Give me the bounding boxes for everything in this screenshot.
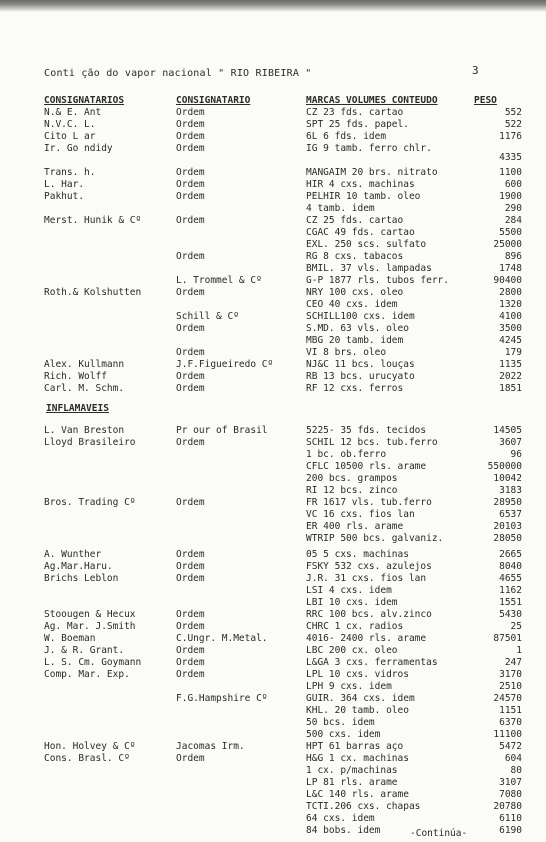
cargo-cell: LPL 10 cxs. vidros bbox=[306, 669, 409, 680]
consignee-cell: L. Har. bbox=[44, 179, 85, 190]
header-marcas: MARCAS VOLUMES CONTEUDO bbox=[306, 95, 438, 106]
cargo-cell: H&G 1 cx. machinas bbox=[306, 753, 409, 764]
manifest-row bbox=[0, 633, 546, 645]
consignee-cell: N.V.C. L. bbox=[44, 119, 96, 130]
manifest-row bbox=[0, 383, 546, 395]
manifest-row bbox=[0, 203, 546, 215]
manifest-row bbox=[0, 485, 546, 497]
manifest-row bbox=[0, 371, 546, 383]
cargo-cell: CGAC 49 fds. cartao bbox=[306, 227, 415, 238]
consignatario-cell: Ordem bbox=[176, 347, 205, 358]
consignee-cell: W. Boeman bbox=[44, 633, 96, 644]
weight-cell: 1851 bbox=[499, 383, 522, 394]
manifest-row bbox=[0, 597, 546, 609]
cargo-cell: TCTI.206 cxs. chapas bbox=[306, 801, 421, 812]
consignatario-cell: Pr our of Brasil bbox=[176, 425, 268, 436]
cargo-cell: ER 400 rls. arame bbox=[306, 521, 404, 532]
section-title: INFLAMAVEIS bbox=[46, 403, 109, 414]
cargo-cell: LSI 4 cxs. idem bbox=[306, 585, 392, 596]
cargo-cell: CEO 40 cxs. idem bbox=[306, 299, 398, 310]
manifest-row bbox=[0, 585, 546, 597]
consignee-cell: L. Van Breston bbox=[44, 425, 125, 436]
weight-cell: 3500 bbox=[499, 323, 522, 334]
manifest-row bbox=[0, 801, 546, 813]
manifest-row bbox=[0, 359, 546, 371]
consignatario-cell: Ordem bbox=[176, 215, 205, 226]
weight-cell: 5500 bbox=[499, 227, 522, 238]
consignee-cell: Roth.& Kolshutten bbox=[44, 287, 142, 298]
cargo-cell: IG 9 tamb. ferro chlr. bbox=[306, 143, 432, 154]
weight-cell: 1100 bbox=[499, 167, 522, 178]
cargo-cell: NJ&C 11 bcs. louças bbox=[306, 359, 415, 370]
cargo-cell: BMIL. 37 vls. lampadas bbox=[306, 263, 432, 274]
manifest-row bbox=[0, 621, 546, 633]
manifest-row bbox=[0, 347, 546, 359]
weight-cell: 284 bbox=[504, 215, 522, 226]
cargo-cell: 5225- 35 fds. tecidos bbox=[306, 425, 427, 436]
cargo-cell: LP 81 rls. arame bbox=[306, 777, 398, 788]
consignatario-cell: C.Ungr. M.Metal. bbox=[176, 633, 268, 644]
cargo-cell: CZ 25 fds. cartao bbox=[306, 215, 404, 226]
consignatario-cell: Ordem bbox=[176, 753, 205, 764]
continues-note: -Continúa- bbox=[410, 828, 468, 839]
consignee-cell: Merst. Hunik & Cº bbox=[44, 215, 142, 226]
cargo-cell: FSKY 532 cxs. azulejos bbox=[306, 561, 432, 572]
consignee-cell: Ir. Go ndidy bbox=[44, 143, 113, 154]
manifest-row bbox=[0, 119, 546, 131]
weight-cell: 25 bbox=[510, 621, 522, 632]
cargo-cell: 6L 6 fds. idem bbox=[306, 131, 387, 142]
cargo-cell: S.MD. 63 vls. oleo bbox=[306, 323, 409, 334]
weight-cell: 3607 bbox=[499, 437, 522, 448]
cargo-cell: LPH 9 cxs. idem bbox=[306, 681, 392, 692]
consignatario-cell: Ordem bbox=[176, 549, 205, 560]
cargo-cell: 200 bcs. grampos bbox=[306, 473, 398, 484]
manifest-row bbox=[0, 311, 546, 323]
weight-cell: 3183 bbox=[499, 485, 522, 496]
weight-cell: 600 bbox=[504, 179, 522, 190]
cargo-cell: 1 cx. p/machinas bbox=[306, 765, 398, 776]
manifest-row bbox=[0, 143, 546, 155]
consignee-cell: Comp. Mar. Exp. bbox=[44, 669, 130, 680]
manifest-row bbox=[0, 227, 546, 239]
consignatario-cell: Ordem bbox=[176, 131, 205, 142]
consignatario-cell: Ordem bbox=[176, 645, 205, 656]
manifest-row bbox=[0, 299, 546, 311]
manifest-row bbox=[0, 263, 546, 275]
consignee-cell: Carl. M. Schm. bbox=[44, 383, 125, 394]
weight-cell: 2510 bbox=[499, 681, 522, 692]
manifest-row bbox=[0, 645, 546, 657]
manifest-row bbox=[0, 777, 546, 789]
manifest-row bbox=[0, 215, 546, 227]
weight-cell: 8040 bbox=[499, 561, 522, 572]
manifest-row bbox=[0, 741, 546, 753]
cargo-cell: 4 tamb. idem bbox=[306, 203, 375, 214]
consignee-cell: Cons. Brasl. Cº bbox=[44, 753, 130, 764]
cargo-cell: RF 12 cxs. ferros bbox=[306, 383, 404, 394]
manifest-row bbox=[0, 437, 546, 449]
cargo-cell: MANGAIM 20 brs. nitrato bbox=[306, 167, 438, 178]
manifest-row bbox=[0, 705, 546, 717]
weight-cell: 1135 bbox=[499, 359, 522, 370]
cargo-cell: SPT 25 fds. papel. bbox=[306, 119, 409, 130]
manifest-row bbox=[0, 425, 546, 437]
weight-cell: 20103 bbox=[493, 521, 522, 532]
weight-cell: 80 bbox=[510, 765, 522, 776]
weight-cell: 5472 bbox=[499, 741, 522, 752]
cargo-cell: RI 12 bcs. zinco bbox=[306, 485, 398, 496]
cargo-cell: RRC 100 bcs. alv.zinco bbox=[306, 609, 432, 620]
cargo-cell: 50 bcs. idem bbox=[306, 717, 375, 728]
consignatario-cell: Ordem bbox=[176, 143, 205, 154]
consignee-cell: Pakhut. bbox=[44, 191, 85, 202]
consignee-cell: Bros. Trading Cº bbox=[44, 497, 136, 508]
consignatario-cell: Ordem bbox=[176, 609, 205, 620]
manifest-row bbox=[0, 521, 546, 533]
weight-cell: 90400 bbox=[493, 275, 522, 286]
manifest-row bbox=[0, 669, 546, 681]
manifest-row bbox=[0, 561, 546, 573]
consignatario-cell: F.G.Hampshire Cº bbox=[176, 693, 268, 704]
cargo-cell: KHL. 20 tamb. oleo bbox=[306, 705, 409, 716]
weight-cell: 25000 bbox=[493, 239, 522, 250]
consignatario-cell: Ordem bbox=[176, 107, 205, 118]
manifest-row bbox=[0, 609, 546, 621]
cargo-cell: SCHILL100 cxs. idem bbox=[306, 311, 415, 322]
weight-cell: 5430 bbox=[499, 609, 522, 620]
weight-cell: 1176 bbox=[499, 131, 522, 142]
header-consignee: CONSIGNATARIOS bbox=[44, 95, 125, 106]
weight-cell: 1 bbox=[516, 645, 522, 656]
consignee-cell: Lloyd Brasileiro bbox=[44, 437, 136, 448]
weight-cell: 14505 bbox=[493, 425, 522, 436]
consignatario-cell: Ordem bbox=[176, 497, 205, 508]
scan-edge-shadow bbox=[0, 0, 546, 12]
manifest-row bbox=[0, 765, 546, 777]
weight-cell: 2022 bbox=[499, 371, 522, 382]
consignatario-cell: Ordem bbox=[176, 179, 205, 190]
header-peso: PESO bbox=[474, 95, 497, 106]
manifest-row bbox=[0, 251, 546, 263]
cargo-cell: L&GA 3 cxs. ferramentas bbox=[306, 657, 438, 668]
consignatario-cell: Ordem bbox=[176, 119, 205, 130]
cargo-cell: 4016- 2400 rls. arame bbox=[306, 633, 427, 644]
cargo-cell: 05 5 cxs. machinas bbox=[306, 549, 409, 560]
cargo-cell: RB 13 bcs. urucyato bbox=[306, 371, 415, 382]
cargo-cell: 500 cxs. idem bbox=[306, 729, 381, 740]
manifest-row bbox=[0, 473, 546, 485]
weight-cell: 87501 bbox=[493, 633, 522, 644]
weight-cell: 1151 bbox=[499, 705, 522, 716]
cargo-cell: LBC 200 cx. oleo bbox=[306, 645, 398, 656]
page-title: Conti ção do vapor nacional " RIO RIBEIRA " bbox=[44, 68, 312, 79]
cargo-cell: HPT 61 barras aço bbox=[306, 741, 404, 752]
consignee-cell: Stoougen & Hecux bbox=[44, 609, 136, 620]
cargo-cell: L&C 140 rls. arame bbox=[306, 789, 409, 800]
weight-cell: 896 bbox=[504, 251, 522, 262]
manifest-row bbox=[0, 753, 546, 765]
consignee-cell: Cito L ar bbox=[44, 131, 96, 142]
weight-cell: 28950 bbox=[493, 497, 522, 508]
cargo-cell: 84 bobs. idem bbox=[306, 825, 381, 836]
cargo-cell: LBI 10 cxs. idem bbox=[306, 597, 398, 608]
cargo-cell: HIR 4 cxs. machinas bbox=[306, 179, 415, 190]
header-consignatario: CONSIGNATARIO bbox=[176, 95, 251, 106]
weight-cell: 24570 bbox=[493, 693, 522, 704]
cargo-cell: NRY 100 cxs. oleo bbox=[306, 287, 404, 298]
manifest-row bbox=[0, 323, 546, 335]
cargo-cell: G-P 1877 rls. tubos ferr. bbox=[306, 275, 449, 286]
cargo-cell: GUIR. 364 cxs. idem bbox=[306, 693, 415, 704]
consignatario-cell: Ordem bbox=[176, 323, 205, 334]
consignatario-cell: Ordem bbox=[176, 167, 205, 178]
weight-cell: 3170 bbox=[499, 669, 522, 680]
cargo-cell: SCHIL 12 bcs. tub.ferro bbox=[306, 437, 438, 448]
weight-cell: 4100 bbox=[499, 311, 522, 322]
weight-cell: 4245 bbox=[499, 335, 522, 346]
cargo-cell: PELHIR 10 tamb. oleo bbox=[306, 191, 421, 202]
manifest-row bbox=[0, 191, 546, 203]
manifest-row bbox=[0, 549, 546, 561]
manifest-row bbox=[0, 497, 546, 509]
weight-cell: 96 bbox=[510, 449, 522, 460]
weight-cell: 28050 bbox=[493, 533, 522, 544]
manifest-row bbox=[0, 813, 546, 825]
manifest-row bbox=[0, 461, 546, 473]
weight-cell: 552 bbox=[504, 107, 522, 118]
consignee-cell: Hon. Holvey & Cº bbox=[44, 741, 136, 752]
consignee-cell: Ag.Mar.Haru. bbox=[44, 561, 113, 572]
cargo-cell: CHRC 1 cx. radios bbox=[306, 621, 404, 632]
manifest-row bbox=[0, 131, 546, 143]
weight-cell: 1320 bbox=[499, 299, 522, 310]
manifest-row bbox=[0, 239, 546, 251]
weight-cell: 10042 bbox=[493, 473, 522, 484]
cargo-cell: RG 8 cxs. tabacos bbox=[306, 251, 404, 262]
weight-cell: 7080 bbox=[499, 789, 522, 800]
cargo-cell: 64 cxs. idem bbox=[306, 813, 375, 824]
manifest-row bbox=[0, 717, 546, 729]
weight-cell: 522 bbox=[504, 119, 522, 130]
consignatario-cell: Ordem bbox=[176, 561, 205, 572]
cargo-cell: FR 1617 vls. tub.ferro bbox=[306, 497, 432, 508]
cargo-cell: WTRIP 500 bcs. galvaniz. bbox=[306, 533, 444, 544]
weight-cell: 1162 bbox=[499, 585, 522, 596]
manifest-row bbox=[0, 449, 546, 461]
manifest-row bbox=[0, 657, 546, 669]
weight-cell: 6537 bbox=[499, 509, 522, 520]
cargo-cell: VI 8 brs. oleo bbox=[306, 347, 387, 358]
weight-cell: 20780 bbox=[493, 801, 522, 812]
consignatario-cell: L. Trommel & Cº bbox=[176, 275, 262, 286]
manifest-row bbox=[0, 287, 546, 299]
consignatario-cell: Jacomas Irm. bbox=[176, 741, 245, 752]
manifest-row bbox=[0, 509, 546, 521]
consignee-cell: Rich. Wolff bbox=[44, 371, 107, 382]
consignatario-cell: Ordem bbox=[176, 669, 205, 680]
cargo-cell: EXL. 250 scs. sulfato bbox=[306, 239, 427, 250]
consignatario-cell: Ordem bbox=[176, 621, 205, 632]
consignatario-cell: Ordem bbox=[176, 657, 205, 668]
consignee-cell: A. Wunther bbox=[44, 549, 102, 560]
consignatario-cell: Ordem bbox=[176, 251, 205, 262]
cargo-cell: MBG 20 tamb. idem bbox=[306, 335, 404, 346]
consignatario-cell: Ordem bbox=[176, 191, 205, 202]
page-number: 3 bbox=[472, 64, 479, 77]
consignee-cell: N.& E. Ant bbox=[44, 107, 102, 118]
weight-cell: 6370 bbox=[499, 717, 522, 728]
subtotal-value: 4335 bbox=[499, 152, 522, 163]
consignee-cell: Alex. Kullmann bbox=[44, 359, 125, 370]
weight-cell: 4655 bbox=[499, 573, 522, 584]
manifest-row bbox=[0, 729, 546, 741]
manifest-row bbox=[0, 275, 546, 287]
consignatario-cell: Ordem bbox=[176, 573, 205, 584]
manifest-row bbox=[0, 335, 546, 347]
consignee-cell: J. & R. Grant. bbox=[44, 645, 125, 656]
consignatario-cell: Ordem bbox=[176, 287, 205, 298]
manifest-row bbox=[0, 107, 546, 119]
weight-cell: 2800 bbox=[499, 287, 522, 298]
consignee-cell: Brichs Leblon bbox=[44, 573, 119, 584]
manifest-row bbox=[0, 573, 546, 585]
manifest-row bbox=[0, 533, 546, 545]
cargo-cell: CFLC 10500 rls. arame bbox=[306, 461, 427, 472]
weight-cell: 550000 bbox=[487, 461, 522, 472]
consignatario-cell: Ordem bbox=[176, 383, 205, 394]
weight-cell: 604 bbox=[504, 753, 522, 764]
weight-cell: 2665 bbox=[499, 549, 522, 560]
consignatario-cell: J.F.Figueiredo Cº bbox=[176, 359, 274, 370]
cargo-cell: VC 16 cxs. fios lan bbox=[306, 509, 415, 520]
consignatario-cell: Ordem bbox=[176, 371, 205, 382]
manifest-row bbox=[0, 693, 546, 705]
weight-cell: 179 bbox=[504, 347, 522, 358]
cargo-cell: 1 bc. ob.ferro bbox=[306, 449, 387, 460]
weight-cell: 247 bbox=[504, 657, 522, 668]
consignee-cell: Trans. h. bbox=[44, 167, 96, 178]
consignatario-cell: Schill & Cº bbox=[176, 311, 239, 322]
consignatario-cell: Ordem bbox=[176, 437, 205, 448]
manifest-row bbox=[0, 789, 546, 801]
cargo-cell: J.R. 31 cxs. fios lan bbox=[306, 573, 427, 584]
manifest-row bbox=[0, 167, 546, 179]
consignee-cell: L. S. Cm. Goymann bbox=[44, 657, 142, 668]
weight-cell: 11100 bbox=[493, 729, 522, 740]
weight-cell: 3107 bbox=[499, 777, 522, 788]
manifest-row bbox=[0, 179, 546, 191]
weight-cell: 6190 bbox=[499, 825, 522, 836]
manifest-row bbox=[0, 681, 546, 693]
weight-cell: 1551 bbox=[499, 597, 522, 608]
cargo-cell: CZ 23 fds. cartao bbox=[306, 107, 404, 118]
weight-cell: 6110 bbox=[499, 813, 522, 824]
weight-cell: 1900 bbox=[499, 191, 522, 202]
weight-cell: 290 bbox=[504, 203, 522, 214]
weight-cell: 1748 bbox=[499, 263, 522, 274]
consignee-cell: Ag. Mar. J.Smith bbox=[44, 621, 136, 632]
